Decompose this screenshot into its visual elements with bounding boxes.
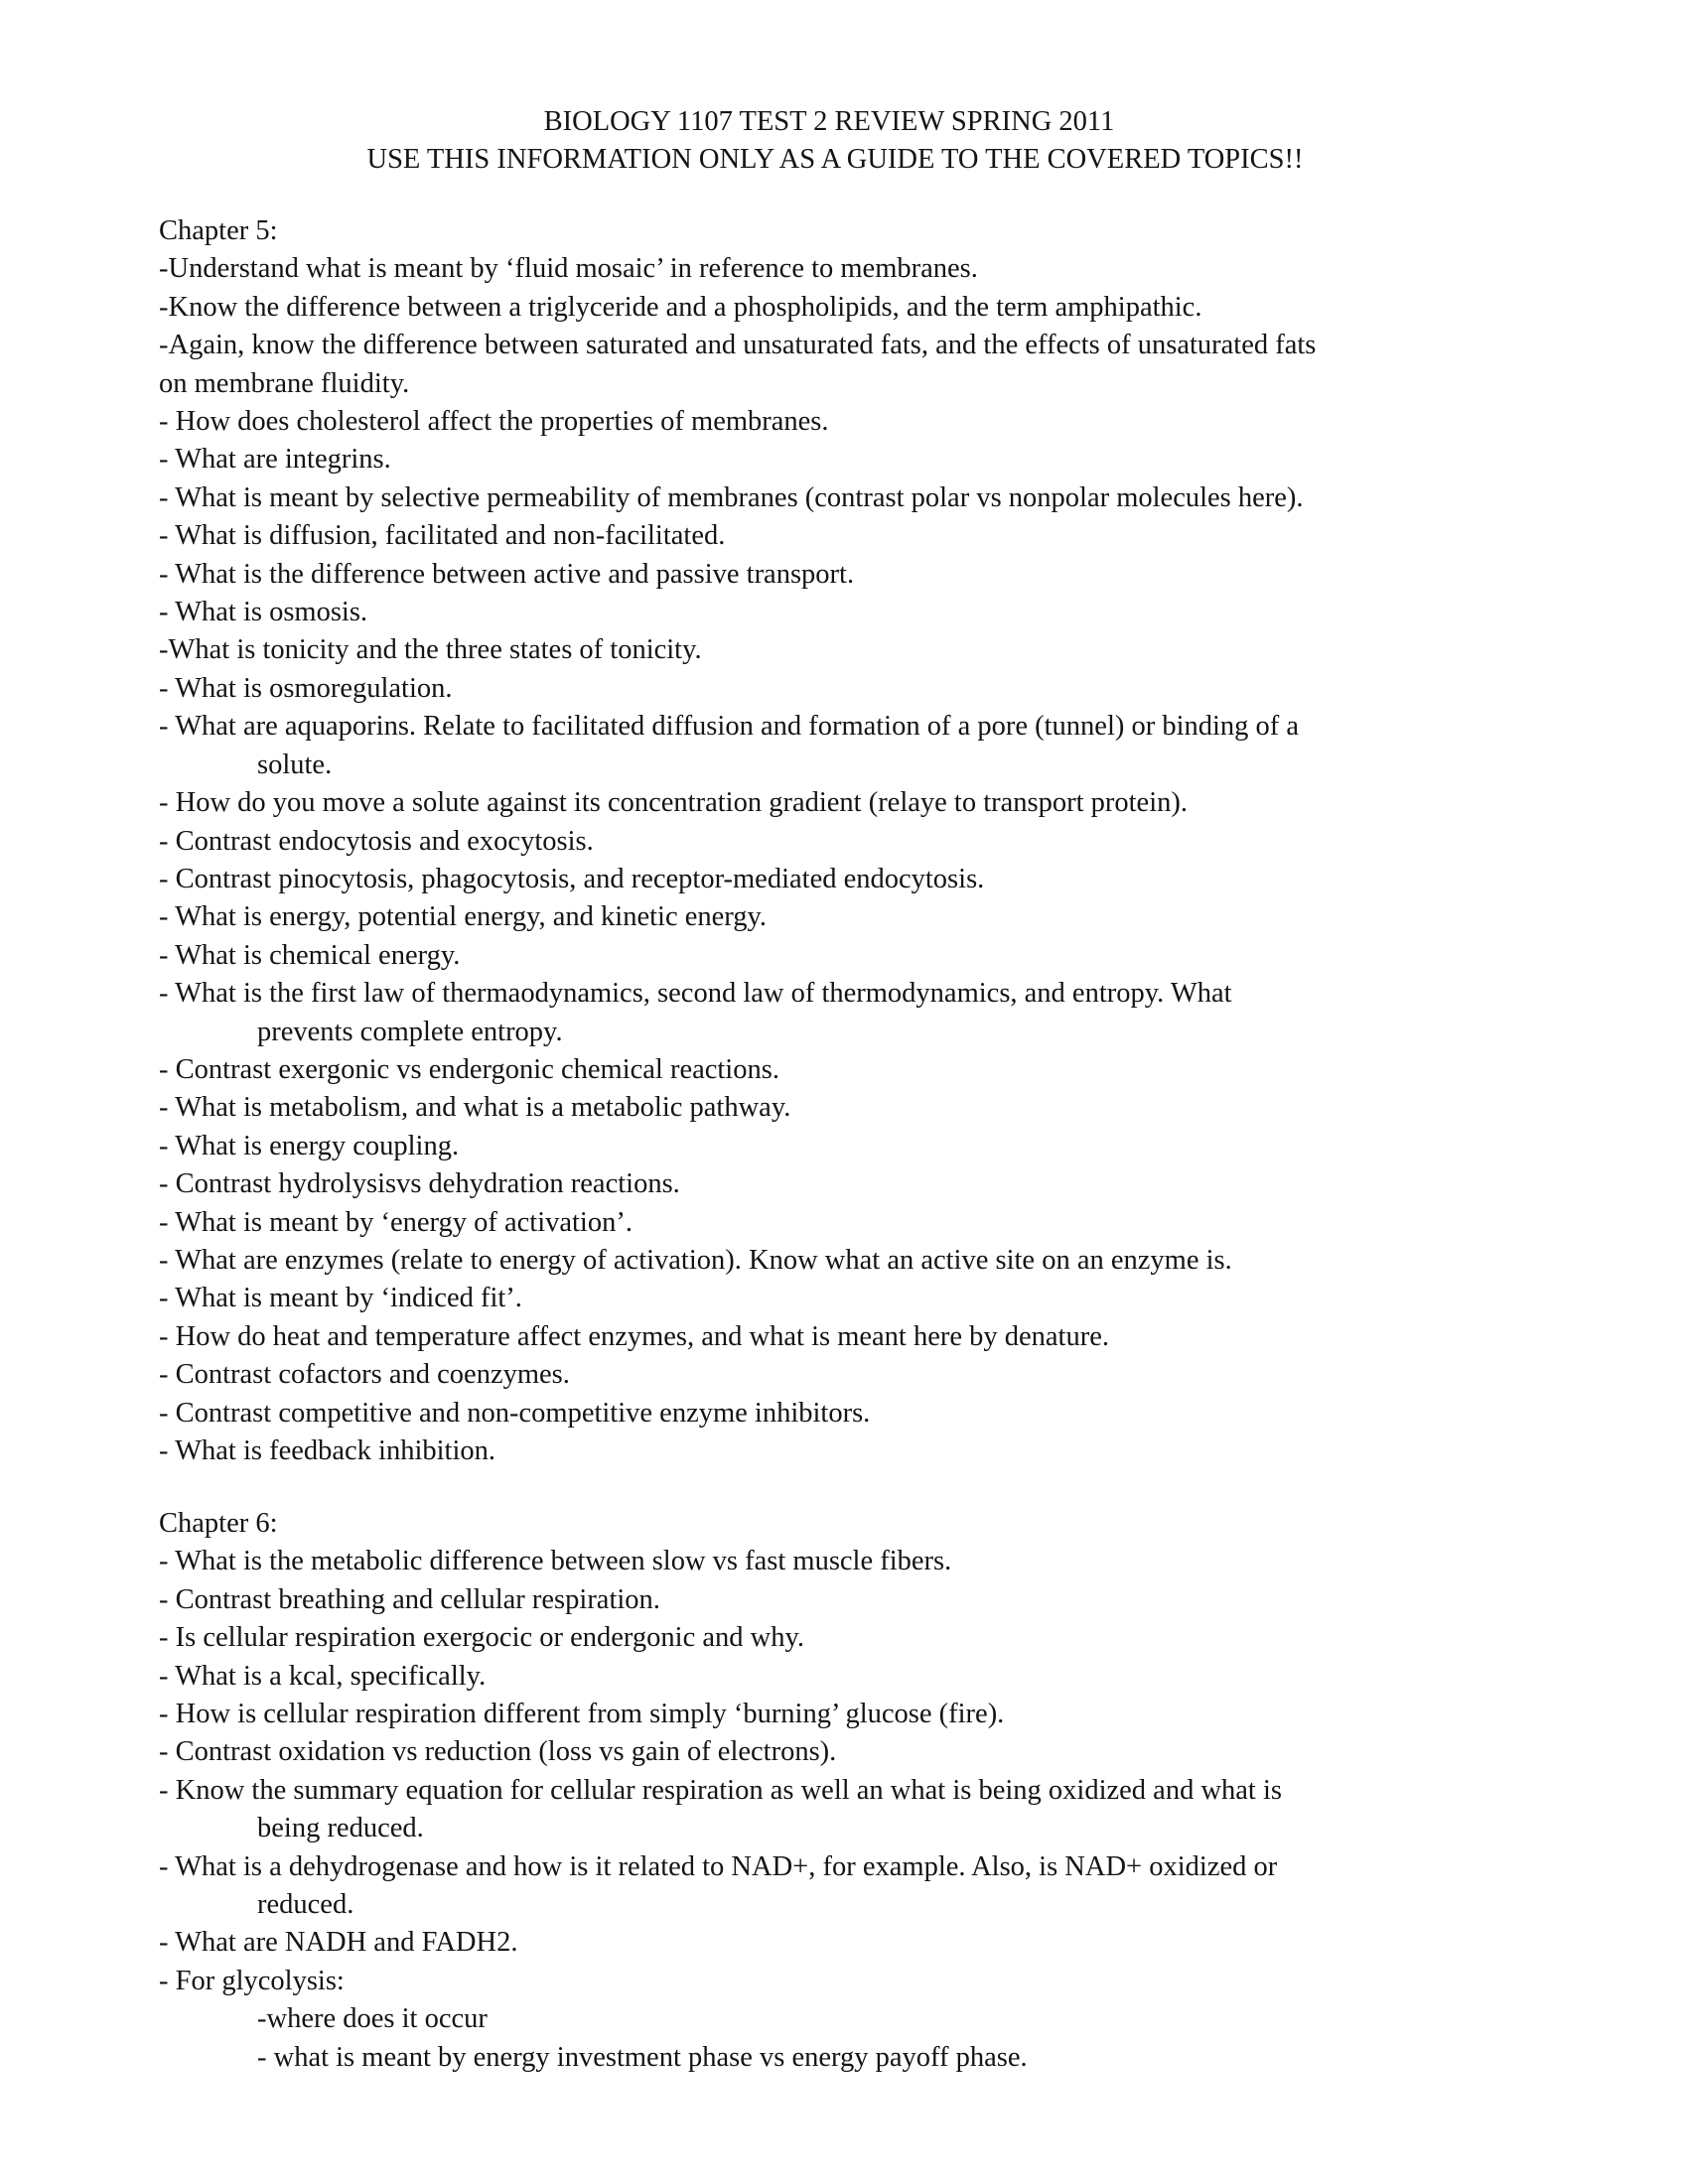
list-item [159,1051,1549,1089]
list-item-text: - What is diffusion, facilitated and non-facilitated. [159,520,726,552]
list-item-text: - What is a dehydrogenase and how is it related to NAD+, for example. Also, is NAD+ oxidized or [159,1850,1278,1882]
list-item [159,1128,1549,1165]
list-item-text: - Contrast breathing and cellular respiration. [159,1583,660,1615]
list-item [159,441,1549,478]
chapter-6-section [159,1505,1549,2077]
list-item [159,1696,1549,1733]
list-item-text: - Contrast pinocytosis, phagocytosis, and receptor-mediated endocytosis. [159,863,985,894]
list-item [159,327,1549,364]
list-item-continuation: reduced. [257,1889,354,1921]
sub-list-item: - what is meant by energy investment phase vs energy payoff phase. [257,2041,1028,2073]
list-item [159,1089,1549,1127]
list-item [159,250,1549,288]
list-item-text: - What are aquaporins. Relate to facilitated diffusion and formation of a pore (tunnel) or binding of a [159,711,1300,743]
list-item [159,403,1549,441]
list-item-text: -Again, know the difference between saturated and unsaturated fats, and the effects of unsaturated fats [159,330,1317,361]
list-item [159,1356,1549,1394]
list-item-text: - What are enzymes (relate to energy of activation). Know what an active site on an enzyme is. [159,1244,1232,1276]
list-item-text: - Contrast oxidation vs reduction (loss vs gain of electrons). [159,1736,837,1768]
list-item [159,289,1549,327]
list-item-text: - How is cellular respiration different from simply ‘burning’ glucose (fire). [159,1699,1005,1730]
list-item-text: - Contrast cofactors and coenzymes. [159,1359,570,1391]
list-item [159,861,1549,898]
chapter-5-heading: Chapter 5: [159,215,278,246]
list-item-text: - Know the summary equation for cellular respiration as well an what is being oxidized and what is [159,1774,1282,1806]
list-item-continuation: solute. [257,749,333,780]
list-item [159,631,1549,669]
list-item [159,937,1549,975]
list-item-text: -Know the difference between a triglyceride and a phospholipids, and the term amphipathic. [159,291,1202,323]
list-item-continuation: prevents complete entropy. [257,1016,563,1047]
list-item [159,1772,1549,1848]
list-item [159,1165,1549,1203]
list-item-text: - What is chemical energy. [159,939,461,971]
list-item [159,556,1549,594]
list-item-text: - What is the first law of thermaodynamics, second law of thermodynamics, and entropy. What [159,978,1232,1010]
list-item-text: - What is meant by ‘energy of activation’. [159,1206,633,1238]
list-item [159,1395,1549,1433]
list-item-text: - How do you move a solute against its concentration gradient (relaye to transport protein). [159,787,1188,819]
list-item-text: - Contrast endocytosis and exocytosis. [159,825,594,857]
list-item-text: - Is cellular respiration exergocic or endergonic and why. [159,1622,804,1654]
list-item-continuation: being reduced. [257,1813,424,1844]
list-item [159,1733,1549,1771]
list-item-text: - For glycolysis: [159,1965,345,1996]
list-item [159,1619,1549,1657]
list-item [159,708,1549,784]
list-item [159,975,1549,1051]
list-item-text: - What is energy coupling. [159,1130,460,1161]
list-item-text: on membrane fluidity. [159,367,410,399]
list-item-text: - What is a kcal, specifically. [159,1660,487,1692]
list-item [159,1242,1549,1280]
list-item [159,1658,1549,1696]
list-item [159,1433,1549,1470]
list-item [159,784,1549,822]
glycolysis-subitem-list [159,2000,1549,2077]
chapter-6-list [159,1543,1549,2000]
list-item-text: - What is the metabolic difference between slow vs fast muscle fibers. [159,1546,952,1577]
list-item-text: - What is osmosis. [159,597,368,628]
document-subtitle: USE THIS INFORMATION ONLY AS A GUIDE TO THE COVERED TOPICS!! [366,144,1304,175]
list-item [159,1848,1549,1925]
list-item-text: - What are NADH and FADH2. [159,1927,518,1959]
list-item [159,1204,1549,1242]
list-item [159,1543,1549,1580]
list-item-text: - What is meant by ‘indiced fit’. [159,1283,522,1314]
chapter-5-list [159,250,1549,1470]
list-item [159,898,1549,936]
list-item [159,1318,1549,1356]
list-item-text: - How does cholesterol affect the properties of membranes. [159,406,829,438]
list-item [159,1963,1549,2000]
list-item-text: - Contrast competitive and non-competitive enzyme inhibitors. [159,1397,871,1429]
list-item-text: - What is feedback inhibition. [159,1435,496,1466]
list-item [159,1924,1549,1962]
list-item-text: -What is tonicity and the three states of tonicity. [159,634,702,666]
list-item [159,479,1549,517]
list-item-text: -Understand what is meant by ‘fluid mosaic’ in reference to membranes. [159,253,978,285]
document-title: BIOLOGY 1107 TEST 2 REVIEW SPRING 2011 [543,106,1115,137]
list-item-text: - What is meant by selective permeability of membranes (contrast polar vs nonpolar molecules here). [159,481,1304,513]
list-item [159,1280,1549,1317]
list-item-text: - What are integrins. [159,444,391,476]
list-item-text: - Contrast hydrolysisvs dehydration reactions. [159,1168,680,1200]
list-item [159,1581,1549,1619]
chapter-5-section [159,212,1549,1470]
list-item [159,365,1549,403]
list-item-text: - What is osmoregulation. [159,672,453,704]
list-item [159,670,1549,708]
sub-list-item: -where does it occur [257,2003,488,2035]
list-item [159,594,1549,631]
list-item-text: - What is metabolism, and what is a metabolic pathway. [159,1092,791,1124]
list-item-text: - What is the difference between active and passive transport. [159,558,855,590]
list-item [159,823,1549,861]
document-header [0,103,1688,179]
list-item-text: - How do heat and temperature affect enzymes, and what is meant here by denature. [159,1320,1109,1352]
chapter-6-heading: Chapter 6: [159,1508,278,1539]
list-item [159,517,1549,555]
list-item-text: - What is energy, potential energy, and kinetic energy. [159,901,768,933]
list-item-text: - Contrast exergonic vs endergonic chemical reactions. [159,1053,779,1085]
